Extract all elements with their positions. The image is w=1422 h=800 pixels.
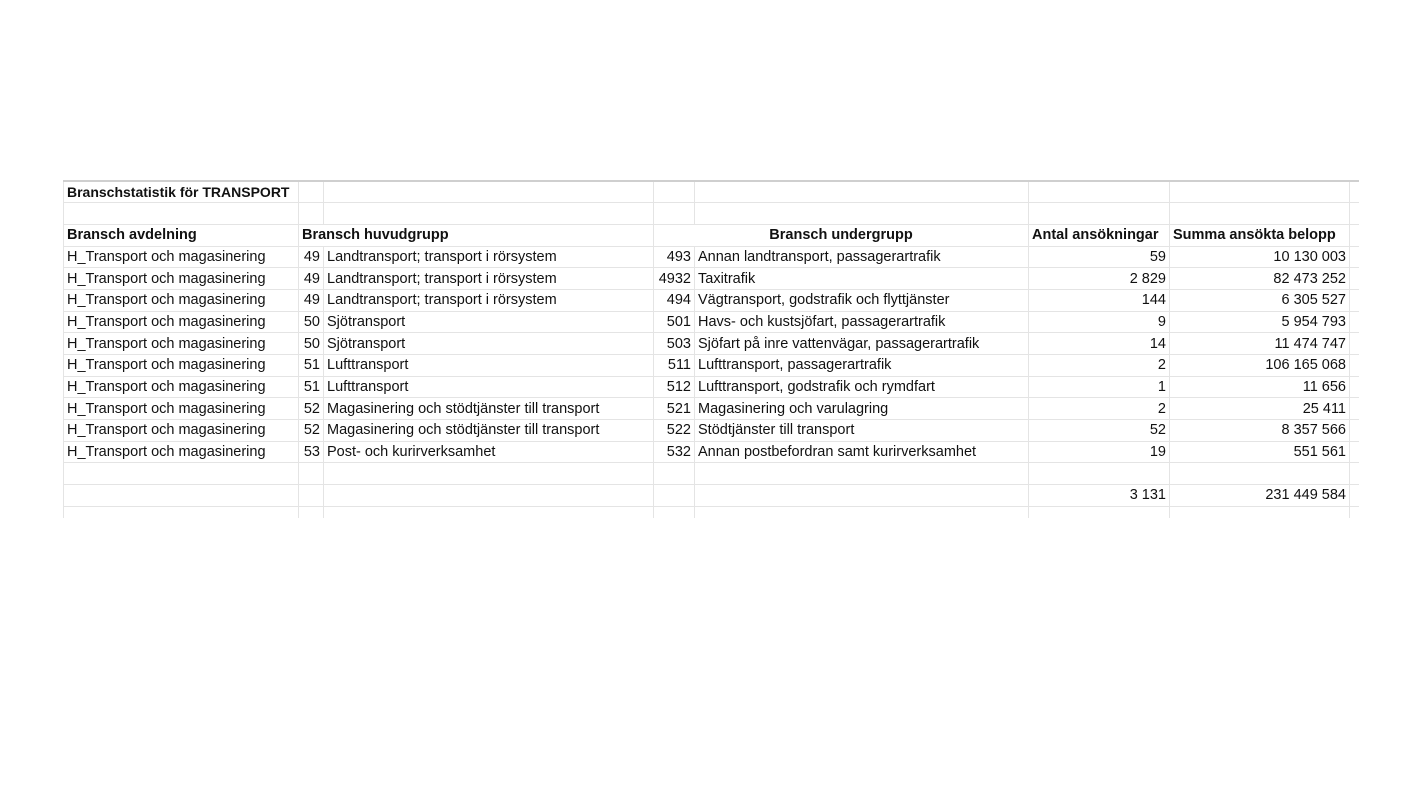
undergrupp-name-cell[interactable]: Stödtjänster till transport [695,420,1029,442]
table-row [64,376,1360,398]
undergrupp-name-cell[interactable]: Havs- och kustsjöfart, passagerartrafik [695,311,1029,333]
huvudgrupp-code-cell[interactable]: 51 [299,355,324,377]
avdelning-cell[interactable]: H_Transport och magasinering [64,333,299,355]
huvudgrupp-code-cell[interactable]: 52 [299,398,324,420]
cell[interactable] [1350,376,1360,398]
huvudgrupp-code-cell[interactable]: 49 [299,289,324,311]
cell[interactable] [324,203,654,225]
cell[interactable] [64,203,299,225]
undergrupp-code-cell[interactable]: 501 [654,311,695,333]
table-row [64,333,1360,355]
huvudgrupp-code-cell[interactable]: 49 [299,246,324,268]
sheet-title[interactable]: Branschstatistik för TRANSPORT [64,181,299,203]
huvudgrupp-name-cell[interactable]: Landtransport; transport i rörsystem [324,268,654,290]
cell[interactable] [1350,420,1360,442]
header-summa[interactable]: Summa ansökta belopp [1170,224,1350,246]
table-row [64,398,1360,420]
cell[interactable] [695,485,1029,507]
total-antal-cell[interactable]: 3 131 [1029,485,1170,507]
undergrupp-code-cell[interactable]: 532 [654,441,695,463]
cell[interactable] [1350,485,1360,507]
antal-cell[interactable]: 2 829 [1029,268,1170,290]
table-row [64,246,1360,268]
undergrupp-code-cell[interactable]: 503 [654,333,695,355]
summa-cell[interactable]: 8 357 566 [1170,420,1350,442]
cell[interactable] [695,203,1029,225]
undergrupp-name-cell[interactable]: Annan postbefordran samt kurirverksamhet [695,441,1029,463]
header-huvudgrupp[interactable]: Bransch huvudgrupp [299,224,654,246]
table-row [64,289,1360,311]
antal-cell[interactable]: 59 [1029,246,1170,268]
antal-cell[interactable]: 1 [1029,376,1170,398]
cell[interactable] [1170,463,1350,485]
huvudgrupp-code-cell[interactable]: 51 [299,376,324,398]
blank-row [64,506,1360,518]
undergrupp-code-cell[interactable]: 521 [654,398,695,420]
cell[interactable] [1029,203,1170,225]
header-antal[interactable]: Antal ansökningar [1029,224,1170,246]
cell[interactable] [1170,203,1350,225]
undergrupp-code-cell[interactable]: 494 [654,289,695,311]
cell[interactable] [1350,181,1360,203]
spreadsheet-table [63,180,1359,518]
cell[interactable] [1170,181,1350,203]
undergrupp-code-cell[interactable]: 512 [654,376,695,398]
cell[interactable] [1350,224,1360,246]
summa-cell[interactable]: 5 954 793 [1170,311,1350,333]
huvudgrupp-name-cell[interactable]: Magasinering och stödtjänster till transport [324,398,654,420]
avdelning-cell[interactable]: H_Transport och magasinering [64,355,299,377]
huvudgrupp-name-cell[interactable]: Post- och kurirverksamhet [324,441,654,463]
summa-cell[interactable]: 82 473 252 [1170,268,1350,290]
blank-row [64,463,1360,485]
summa-cell[interactable]: 25 411 [1170,398,1350,420]
avdelning-cell[interactable]: H_Transport och magasinering [64,376,299,398]
avdelning-cell[interactable]: H_Transport och magasinering [64,268,299,290]
cell[interactable] [1350,268,1360,290]
cell[interactable] [64,485,299,507]
undergrupp-name-cell[interactable]: Magasinering och varulagring [695,398,1029,420]
summa-cell[interactable]: 10 130 003 [1170,246,1350,268]
huvudgrupp-code-cell[interactable]: 50 [299,333,324,355]
cell[interactable] [64,463,299,485]
avdelning-cell[interactable]: H_Transport och magasinering [64,289,299,311]
summa-cell[interactable]: 6 305 527 [1170,289,1350,311]
antal-cell[interactable]: 14 [1029,333,1170,355]
totals-row [64,485,1360,507]
cell[interactable] [299,181,324,203]
cell[interactable] [1029,463,1170,485]
cell[interactable] [654,506,695,518]
summa-cell[interactable]: 106 165 068 [1170,355,1350,377]
cell[interactable] [654,203,695,225]
huvudgrupp-name-cell[interactable]: Landtransport; transport i rörsystem [324,289,654,311]
header-row [64,224,1360,246]
cell[interactable] [1350,441,1360,463]
antal-cell[interactable]: 2 [1029,398,1170,420]
huvudgrupp-code-cell[interactable]: 52 [299,420,324,442]
summa-cell[interactable]: 551 561 [1170,441,1350,463]
antal-cell[interactable]: 19 [1029,441,1170,463]
cell[interactable] [324,181,654,203]
undergrupp-name-cell[interactable]: Vägtransport, godstrafik och flyttjänster [695,289,1029,311]
avdelning-cell[interactable]: H_Transport och magasinering [64,420,299,442]
cell[interactable] [324,506,654,518]
huvudgrupp-name-cell[interactable]: Magasinering och stödtjänster till transport [324,420,654,442]
cell[interactable] [695,463,1029,485]
header-avdelning[interactable]: Bransch avdelning [64,224,299,246]
huvudgrupp-name-cell[interactable]: Lufttransport [324,376,654,398]
cell[interactable] [299,506,324,518]
huvudgrupp-code-cell[interactable]: 49 [299,268,324,290]
avdelning-cell[interactable]: H_Transport och magasinering [64,246,299,268]
title-row [64,181,1360,203]
avdelning-cell[interactable]: H_Transport och magasinering [64,441,299,463]
cell[interactable] [324,463,654,485]
avdelning-cell[interactable]: H_Transport och magasinering [64,398,299,420]
cell[interactable] [1029,506,1170,518]
huvudgrupp-name-cell[interactable]: Sjötransport [324,333,654,355]
avdelning-cell[interactable]: H_Transport och magasinering [64,311,299,333]
cell[interactable] [64,506,299,518]
cell[interactable] [1350,398,1360,420]
antal-cell[interactable]: 144 [1029,289,1170,311]
cell[interactable] [1350,203,1360,225]
cell[interactable] [1350,311,1360,333]
blank-row [64,203,1360,225]
cell[interactable] [1350,289,1360,311]
cell[interactable] [299,203,324,225]
huvudgrupp-name-cell[interactable]: Lufttransport [324,355,654,377]
cell[interactable] [695,181,1029,203]
cell[interactable] [299,485,324,507]
table-row [64,420,1360,442]
undergrupp-name-cell[interactable]: Annan landtransport, passagerartrafik [695,246,1029,268]
cell[interactable] [1350,333,1360,355]
cell[interactable] [324,485,654,507]
summa-cell[interactable]: 11 656 [1170,376,1350,398]
antal-cell[interactable]: 2 [1029,355,1170,377]
table-row [64,355,1360,377]
cell[interactable] [1029,181,1170,203]
table-row [64,311,1360,333]
header-undergrupp[interactable]: Bransch undergrupp [654,224,1029,246]
summa-cell[interactable]: 11 474 747 [1170,333,1350,355]
cell[interactable] [695,506,1029,518]
huvudgrupp-name-cell[interactable]: Sjötransport [324,311,654,333]
antal-cell[interactable]: 9 [1029,311,1170,333]
cell[interactable] [654,463,695,485]
cell[interactable] [1350,463,1360,485]
total-summa-cell[interactable]: 231 449 584 [1170,485,1350,507]
undergrupp-code-cell[interactable]: 522 [654,420,695,442]
cell[interactable] [1170,506,1350,518]
huvudgrupp-name-cell[interactable]: Landtransport; transport i rörsystem [324,246,654,268]
table-row [64,268,1360,290]
antal-cell[interactable]: 52 [1029,420,1170,442]
huvudgrupp-code-cell[interactable]: 50 [299,311,324,333]
table-row [64,441,1360,463]
undergrupp-name-cell[interactable]: Lufttransport, godstrafik och rymdfart [695,376,1029,398]
undergrupp-code-cell[interactable]: 511 [654,355,695,377]
cell[interactable] [1350,355,1360,377]
huvudgrupp-code-cell[interactable]: 53 [299,441,324,463]
undergrupp-name-cell[interactable]: Taxitrafik [695,268,1029,290]
cell[interactable] [654,485,695,507]
undergrupp-code-cell[interactable]: 4932 [654,268,695,290]
undergrupp-name-cell[interactable]: Lufttransport, passagerartrafik [695,355,1029,377]
cell[interactable] [654,181,695,203]
undergrupp-code-cell[interactable]: 493 [654,246,695,268]
cell[interactable] [299,463,324,485]
undergrupp-name-cell[interactable]: Sjöfart på inre vattenvägar, passagerartrafik [695,333,1029,355]
cell[interactable] [1350,506,1360,518]
cell[interactable] [1350,246,1360,268]
